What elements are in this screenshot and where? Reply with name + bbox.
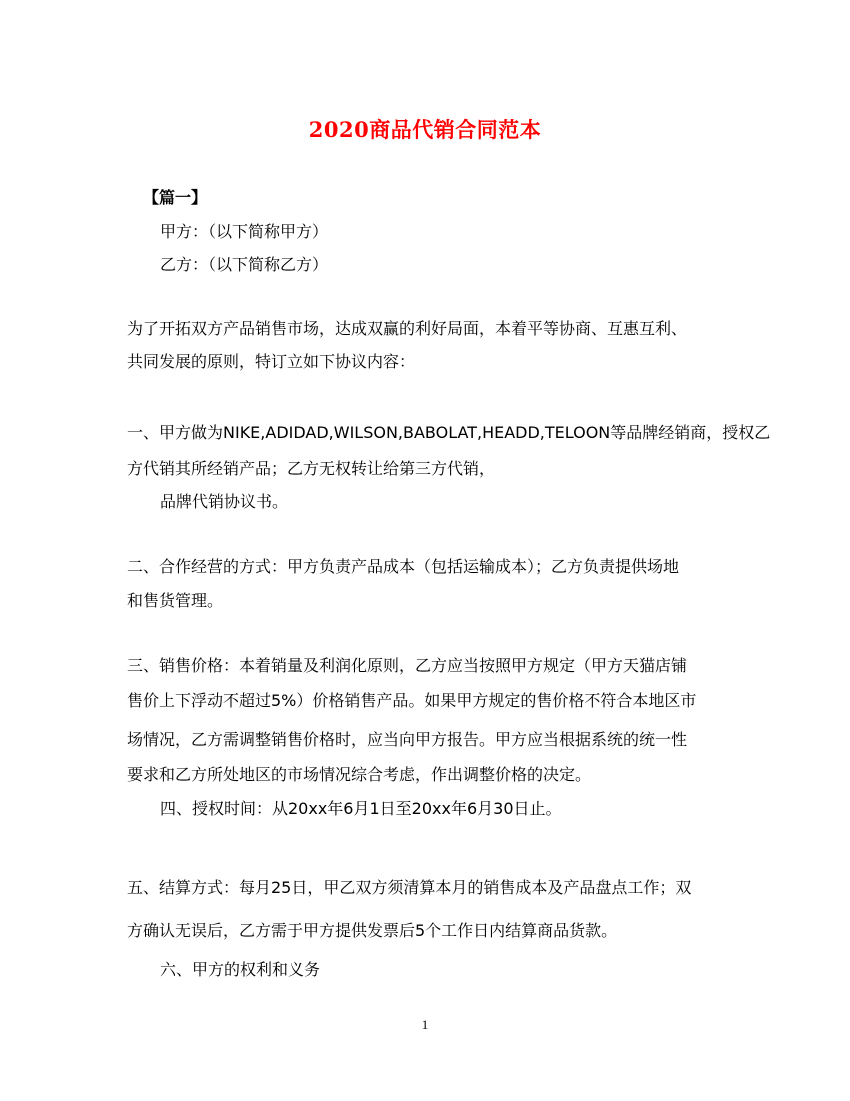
clause-2-line-2: 和售货管理。 <box>127 591 224 610</box>
clause-3-line-1: 三、销售价格：本着销量及利润化原则，乙方应当按照甲方规定（甲方天猫店铺 <box>127 656 688 675</box>
clause-5-line-1: 五、结算方式：每月25日，甲乙双方须清算本月的销售成本及产品盘点工作；双 <box>127 878 692 897</box>
page-number: 1 <box>421 1017 429 1032</box>
clause-3-line-2: 售价上下浮动不超过5%）价格销售产品。如果甲方规定的售价格不符合本地区市 <box>127 691 697 710</box>
intro-line-2: 共同发展的原则，特订立如下协议内容： <box>127 352 416 371</box>
clause-2-line-1: 二、合作经营的方式：甲方负责产品成本（包括运输成本）；乙方负责提供场地 <box>127 557 680 576</box>
clause-3-line-4: 要求和乙方所处地区的市场情况综合考虑，作出调整价格的决定。 <box>127 765 592 784</box>
clause-3-line-3: 场情况，乙方需调整销售价格时，应当向甲方报告。甲方应当根据系统的统一性 <box>127 730 688 749</box>
party-b-line: 乙方：（以下简称乙方） <box>160 255 329 274</box>
clause-1-line-2: 方代销其所经销产品；乙方无权转让给第三方代销， <box>127 459 496 478</box>
clause-5-line-2: 方确认无误后，乙方需于甲方提供发票后5个工作日内结算商品货款。 <box>127 921 618 940</box>
clause-6-heading: 六、甲方的权利和义务 <box>160 960 321 979</box>
clause-1-line-1: 一、甲方做为NIKE,ADIDAD,WILSON,BABOLAT,HEADD,TELOON等品牌经销商，授权乙 <box>127 423 771 442</box>
clause-1-line-3: 品牌代销协议书。 <box>160 492 289 511</box>
section-heading: 【篇一】 <box>143 188 208 207</box>
intro-line-1: 为了开拓双方产品销售市场，达成双赢的利好局面，本着平等协商、互惠互利、 <box>127 319 688 338</box>
clause-4-line: 四、授权时间：从20xx年6月1日至20xx年6月30日止。 <box>160 799 562 818</box>
document-title: 2020商品代销合同范本 <box>308 117 542 142</box>
party-a-line: 甲方：（以下简称甲方） <box>160 222 329 241</box>
